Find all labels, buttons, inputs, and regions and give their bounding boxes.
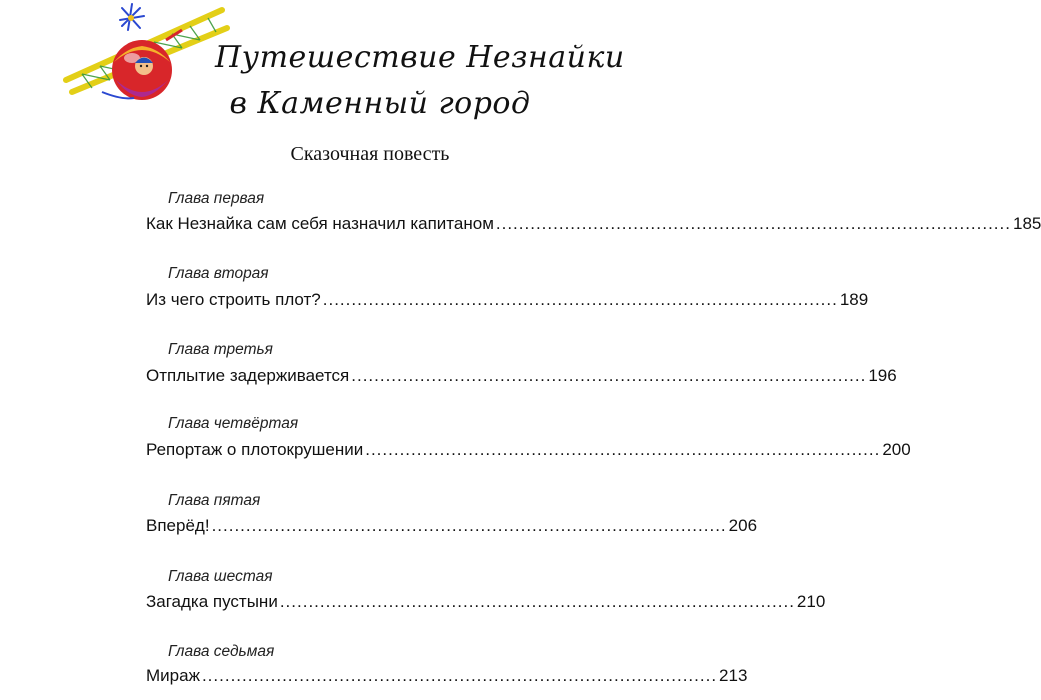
- chapter-label: Глава шестая: [168, 568, 273, 585]
- chapter-title: Вперёд!: [146, 516, 210, 535]
- dot-leader: ..........................................................................................: [211, 516, 727, 535]
- chapter-label: Глава пятая: [168, 492, 261, 509]
- dot-leader: ..........................................................................................: [495, 214, 1011, 233]
- book-subtitle: Сказочная повесть: [290, 143, 450, 165]
- toc-entry[interactable]: [146, 666, 748, 690]
- dot-leader: ..........................................................................................: [351, 366, 867, 385]
- chapter-label: Глава четвёртая: [168, 415, 299, 432]
- page-number: 185: [1012, 214, 1041, 233]
- chapter-title: Из чего строить плот?: [146, 290, 321, 309]
- dot-leader: ..........................................................................................: [201, 666, 718, 685]
- chapter-label: Глава третья: [168, 341, 273, 358]
- dot-leader: ..........................................................................................: [322, 290, 838, 309]
- toc-entry[interactable]: [146, 592, 826, 616]
- page-number: 196: [868, 366, 897, 385]
- toc-entry[interactable]: [146, 440, 911, 464]
- book-title-line-2: в Каменный город: [229, 86, 531, 121]
- book-title-line-1: Путешествие Незнайки: [215, 40, 625, 75]
- toc-entry[interactable]: [146, 214, 1041, 238]
- chapter-label: Глава первая: [168, 190, 265, 207]
- page-number: 210: [796, 592, 826, 611]
- chapter-label: Глава вторая: [168, 265, 269, 282]
- chapter-label: Глава седьмая: [168, 643, 275, 660]
- page-number: 206: [728, 516, 758, 535]
- chapter-title: Отплытие задерживается: [146, 366, 350, 385]
- toc-entry[interactable]: [146, 366, 897, 390]
- dot-leader: ..........................................................................................: [365, 440, 881, 459]
- dot-leader: ..........................................................................................: [279, 592, 795, 611]
- page-number: 213: [719, 666, 748, 685]
- chapter-title: Как Незнайка сам себя назначил капитаном: [146, 214, 494, 233]
- toc-entry[interactable]: [146, 290, 869, 314]
- chapter-title: Мираж: [146, 666, 200, 685]
- chapter-title: Загадка пустыни: [146, 592, 278, 611]
- page-number: 189: [839, 290, 869, 309]
- toc-entry[interactable]: [146, 516, 758, 540]
- page-number: 200: [882, 440, 911, 459]
- chapter-title: Репортаж о плотокрушении: [146, 440, 364, 459]
